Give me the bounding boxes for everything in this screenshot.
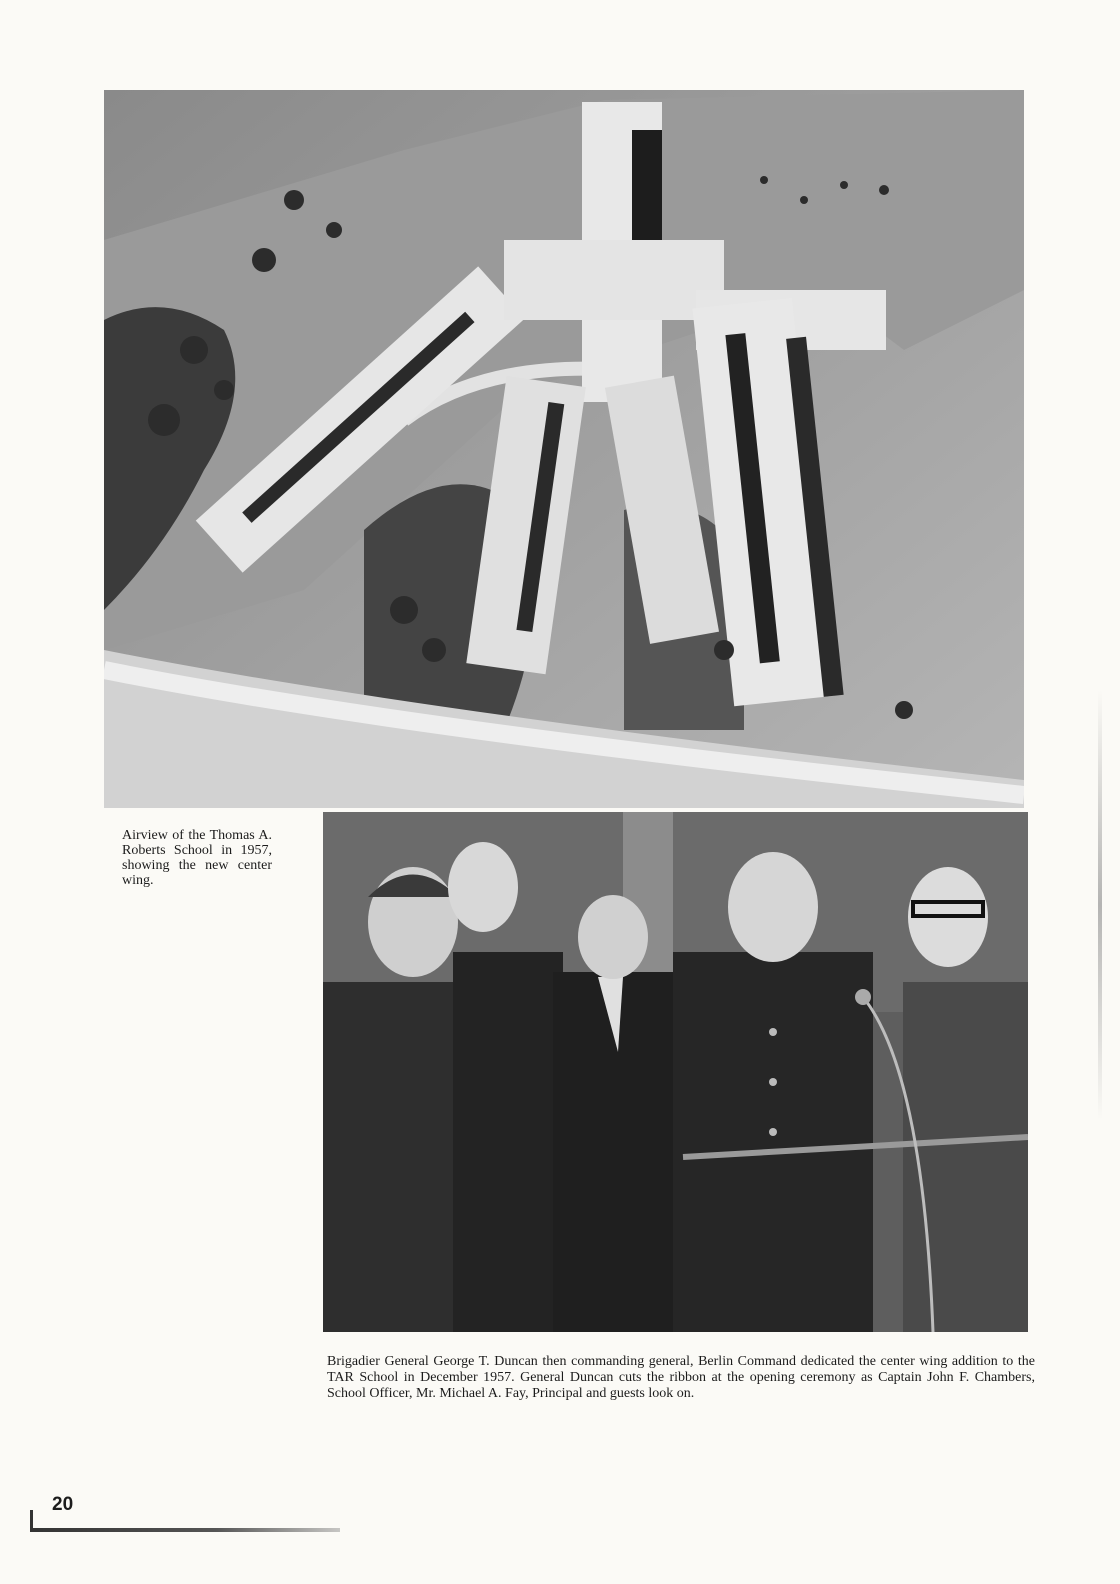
aerial-photo-school: [104, 90, 1024, 808]
scan-edge-mark: [1098, 690, 1102, 1120]
footer-rule: [30, 1528, 340, 1532]
page-number: 20: [52, 1494, 74, 1515]
ceremony-photo-caption: Brigadier General George T. Duncan then commanding general, Berlin Command dedicated the center wing addition to the TAR School in December 1957. General Duncan cuts the ribbon at the opening ceremony as Captain John F. Chambers, School Officer, Mr. Michael A. Fay, Principal and guests look on.: [327, 1354, 1035, 1401]
aerial-photo-caption: Airview of the Thomas A. Roberts School in 1957, showing the new center wing.: [122, 828, 272, 888]
ceremony-photo: [323, 812, 1028, 1332]
